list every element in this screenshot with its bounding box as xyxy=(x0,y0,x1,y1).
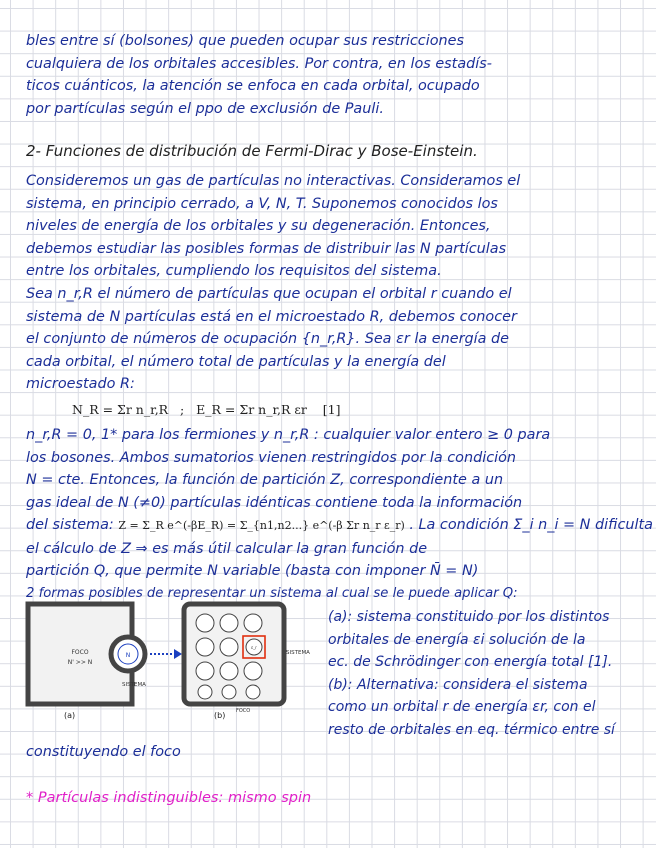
section-heading: 2- Funciones de distribución de Fermi-Dirac y Bose-Einstein. xyxy=(26,142,478,160)
explanation-line: (b): Alternativa: considera el sistema xyxy=(328,676,588,693)
body-line: niveles de energía de los orbitales y su degeneración. Entonces, xyxy=(26,218,491,235)
orbital xyxy=(196,638,214,656)
sistema-a-label: SISTEMA xyxy=(122,682,146,688)
orbital xyxy=(220,638,238,656)
equation-1 xyxy=(72,402,341,417)
body-line: 2 formas posibles de representar un sistema al cual se le puede aplicar Q: xyxy=(26,585,518,601)
body-line: n_r,R = 0, 1* para los fermiones y n_r,R : cualquier valor entero ≥ 0 para xyxy=(26,427,551,443)
body-text: del sistema: xyxy=(26,517,114,533)
orbital xyxy=(244,662,262,680)
orbital xyxy=(196,662,214,680)
sistema-b-label: SISTEMA xyxy=(286,650,310,656)
body-line: el cálculo de Z ⇒ es más útil calcular la gran función de xyxy=(26,540,428,557)
nprime-label: N' >> N xyxy=(67,659,93,666)
body-line: microestado R: xyxy=(26,376,135,393)
footnote: * Partículas indistinguibles: mismo spin xyxy=(26,790,312,806)
explanation-line: ec. de Schrödinger con energía total [1]. xyxy=(328,654,613,671)
system-diagram xyxy=(24,598,324,722)
body-line: partición Q, que permite N variable (basta con imponer N̄ = N) xyxy=(26,563,479,580)
intro-line: bles entre sí (bolsones) que pueden ocupar sus restricciones xyxy=(26,33,464,49)
body-paragraph-2 xyxy=(26,424,634,514)
body-line: Sea n_r,R el número de partículas que ocupan el orbital r cuando el xyxy=(26,285,512,302)
orbital xyxy=(196,614,214,632)
orbital xyxy=(198,685,212,699)
equation-tag: [1] xyxy=(322,402,341,417)
body-line: entre los orbitales, cumpliendo los requisitos del sistema. xyxy=(26,263,442,280)
intro-line: ticos cuánticos, la atención se enfoca en cada orbital, ocupado xyxy=(26,78,480,95)
epsilon-label: ε_r xyxy=(251,645,257,650)
intro-line: cualquiera de los orbitales accesibles. Por contra, en los estadís- xyxy=(26,55,492,72)
body-paragraph-1 xyxy=(26,170,634,396)
foco-b-label: FOCO xyxy=(236,708,251,714)
body-line: cada orbital, el número total de partículas y la energía del xyxy=(26,353,446,370)
orbital xyxy=(220,662,238,680)
equation-left: N_R = Σr n_r,R xyxy=(72,402,169,417)
orbital xyxy=(244,614,262,632)
intro-paragraph xyxy=(26,30,634,120)
n-label: N xyxy=(125,652,131,659)
foco-label: FOCO xyxy=(71,649,89,656)
body-line: debemos estudiar las posibles formas de distribuir las N partículas xyxy=(26,240,507,257)
explanation-line: como un orbital r de energía εr, con el xyxy=(328,699,596,716)
orbital xyxy=(220,614,238,632)
body-line: el conjunto de números de ocupación {n_r,R}. Sea εr la energía de xyxy=(26,331,509,348)
explanation-tail: constituyendo el foco xyxy=(26,744,181,760)
figure-explanation xyxy=(328,606,628,742)
arrow-head xyxy=(174,649,182,659)
partition-function-equation: Z = Σ_R e^(-βE_R) = Σ_{n1,n2...} e^(-β Σr n_r ε_r) xyxy=(118,519,405,532)
equation-right: E_R = Σr n_r,R εr xyxy=(196,402,307,417)
body-line-with-equation xyxy=(26,514,653,538)
explanation-line: resto de orbitales en eq. térmico entre sí xyxy=(328,721,615,738)
body-paragraph-3 xyxy=(26,514,653,605)
explanation-line: orbitales de energía εi solución de la xyxy=(328,631,586,648)
body-line: Consideremos un gas de partículas no interactivas. Consideramos el xyxy=(26,173,521,189)
body-line: sistema, en principio cerrado, a V, N, T. Suponemos conocidos los xyxy=(26,195,498,212)
intro-line: por partículas según el ppo de exclusión de Pauli. xyxy=(26,100,384,117)
orbital xyxy=(222,685,236,699)
body-line: gas ideal de N (≠0) partículas idénticas contiene toda la información xyxy=(26,494,523,511)
caption-a: (a) xyxy=(64,711,76,720)
explanation-line: (a): sistema constituido por los distintos xyxy=(328,609,610,625)
body-line: sistema de N partículas está en el microestado R, debemos conocer xyxy=(26,308,517,325)
orbital xyxy=(246,685,260,699)
body-text: . La condición Σ_i n_i = N dificulta xyxy=(409,517,653,533)
caption-b: (b) xyxy=(214,711,226,720)
body-line: los bosones. Ambos sumatorios vienen restringidos por la condición xyxy=(26,449,517,466)
equation-separator: ; xyxy=(180,402,185,417)
body-line: N = cte. Entonces, la función de partición Z, correspondiente a un xyxy=(26,472,504,489)
